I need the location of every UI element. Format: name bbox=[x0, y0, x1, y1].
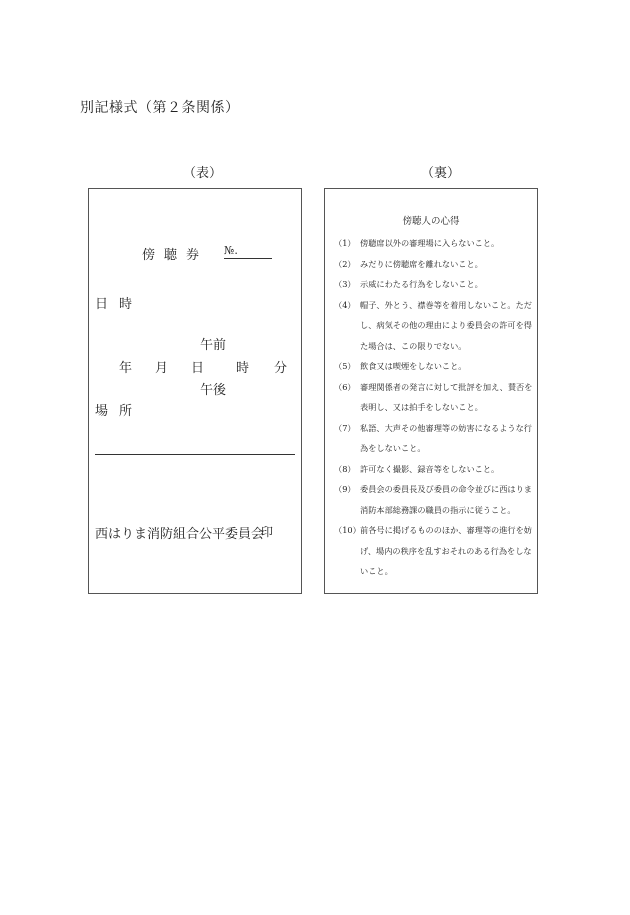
time-minute-label: 分 bbox=[274, 361, 288, 376]
date-day-label: 日 bbox=[191, 361, 205, 376]
time-hour-label: 時 bbox=[236, 361, 250, 376]
rule-number: （2） bbox=[334, 258, 356, 269]
rule-text: 委員会の委員長及び委員の命令並びに西はりま消防本部総務課の職員の指示に従うこと。 bbox=[360, 484, 532, 515]
ticket-title: 傍聴券 bbox=[142, 248, 209, 263]
rule-text: 示威にわたる行為をしないこと。 bbox=[360, 279, 483, 289]
divider-line bbox=[95, 454, 295, 455]
rule-item bbox=[334, 418, 534, 459]
rules-list bbox=[334, 233, 534, 582]
seal-mark: 印 bbox=[261, 525, 274, 539]
date-year-label: 年 bbox=[119, 361, 133, 376]
rule-item bbox=[334, 520, 534, 582]
rule-number: （8） bbox=[334, 463, 356, 474]
ticket-back-card bbox=[324, 188, 538, 594]
document-title: 別記様式（第２条関係） bbox=[80, 100, 240, 116]
ticket-number-label: №. bbox=[224, 244, 272, 259]
rule-number: （4） bbox=[334, 299, 356, 310]
am-label: 午前 bbox=[200, 338, 227, 353]
rule-item bbox=[334, 377, 534, 418]
rule-item bbox=[334, 295, 534, 357]
pm-label: 午後 bbox=[200, 383, 227, 398]
rule-text: 傍聴席以外の審理場に入らないこと。 bbox=[360, 238, 500, 248]
rule-number: （10） bbox=[334, 525, 361, 535]
rules-heading: 傍聴人の心得 bbox=[402, 216, 460, 227]
rule-item bbox=[334, 254, 534, 275]
rule-text: 飲食又は喫煙をしないこと。 bbox=[360, 361, 467, 371]
rule-number: （5） bbox=[334, 361, 356, 371]
date-month-label: 月 bbox=[155, 361, 169, 376]
rule-item bbox=[334, 479, 534, 520]
back-caption: （裏） bbox=[421, 166, 461, 181]
rule-item bbox=[334, 274, 534, 295]
rule-text: 許可なく撮影、録音等をしないこと。 bbox=[360, 463, 500, 474]
rule-number: （3） bbox=[334, 279, 356, 289]
rule-item bbox=[334, 233, 534, 254]
ticket-front-card bbox=[88, 188, 302, 594]
rule-text: 帽子、外とう、襟巻等を着用しないこと。ただし、病気その他の理由により委員会の許可を得た場合は、この限りでない。 bbox=[360, 299, 532, 351]
rule-number: （9） bbox=[334, 484, 356, 494]
front-caption: （表） bbox=[183, 166, 223, 181]
place-label: 場所 bbox=[95, 404, 144, 419]
rule-number: （1） bbox=[334, 238, 356, 248]
rule-item bbox=[334, 459, 534, 480]
issuer-name: 西はりま消防組合公平委員会 bbox=[95, 527, 265, 542]
rule-text: 前各号に掲げるもののほか、審理等の進行を妨げ、場内の秩序を乱すおそれのある行為をしないこと。 bbox=[360, 525, 532, 576]
rule-number: （6） bbox=[334, 381, 356, 392]
rule-text: みだりに傍聴席を離れないこと。 bbox=[360, 258, 483, 269]
rule-text: 審理関係者の発言に対して批評を加え、賛否を表明し、又は拍手をしないこと。 bbox=[360, 381, 533, 412]
rule-item bbox=[334, 356, 534, 377]
rule-number: （7） bbox=[334, 422, 356, 433]
datetime-label: 日時 bbox=[95, 297, 144, 312]
rule-text: 私語、大声その他審理等の妨害になるような行為をしないこと。 bbox=[360, 422, 532, 453]
